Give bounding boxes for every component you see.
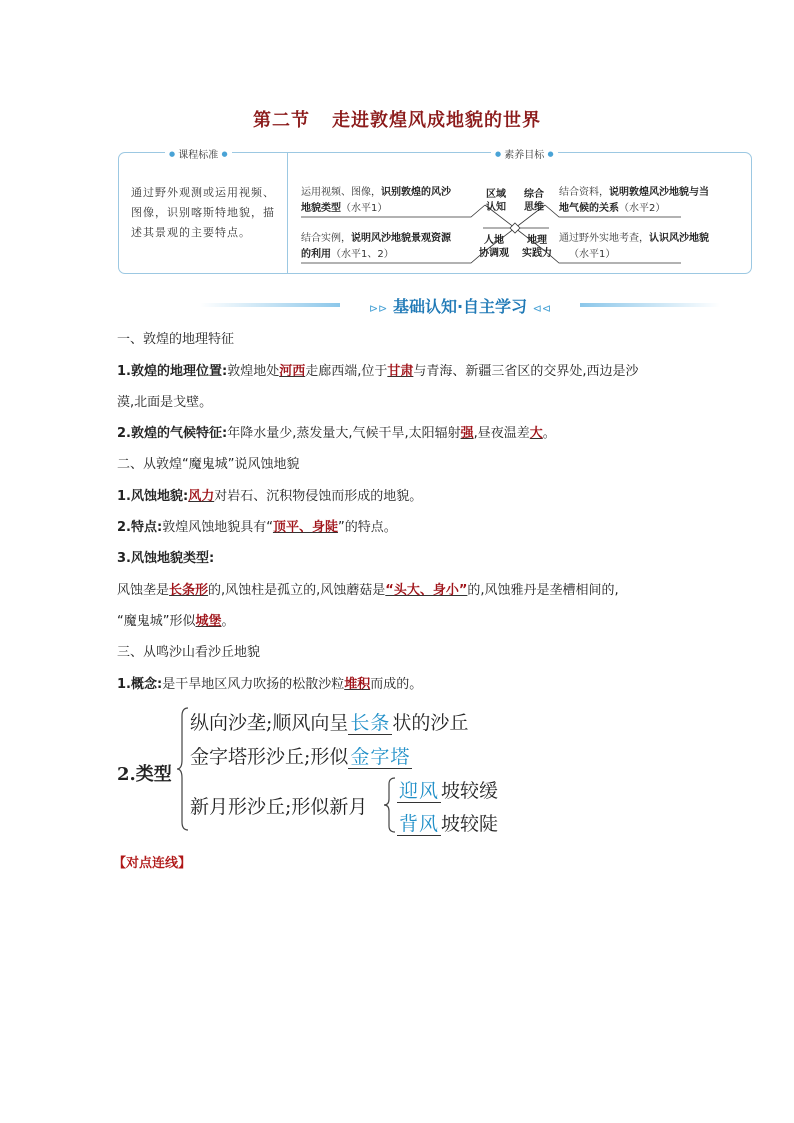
wind-erosion-types-text: 风蚀垄是长条形的,风蚀柱是孤立的,风蚀蘑菇是“头大、身小”的,风蚀雅丹是垄槽相间的, xyxy=(117,583,619,598)
answer-deposit: 堆积 xyxy=(344,677,371,692)
core-integrated-thinking: 综合 思维 xyxy=(524,189,544,213)
dune-type-crescent: 新月形沙丘;形似新月 xyxy=(190,796,368,818)
answer-hexi: 河西 xyxy=(279,364,306,379)
answer-long-strip-dune: 长条 xyxy=(350,712,391,734)
dot-icon: ● xyxy=(169,150,176,158)
heading-wind-erosion: 二、从敦煌“魔鬼城”说风蚀地貌 xyxy=(117,457,300,472)
dot-icon: ● xyxy=(221,150,228,158)
arrow-right-icon: ⊳⊳ xyxy=(368,302,388,315)
answer-gansu: 甘肃 xyxy=(387,364,414,379)
wind-erosion-definition: 1.风蚀地貌:风力对岩石、沉积物侵蚀而形成的地貌。 xyxy=(117,489,423,504)
section-name: 走进敦煌风成地貌的世界 xyxy=(332,110,541,131)
course-standard-label: ● 课程标准 ● xyxy=(165,146,232,161)
brace-icon xyxy=(176,706,190,832)
dune-types-label: 2.类型 xyxy=(117,764,172,785)
dot-icon: ● xyxy=(547,150,554,158)
answer-windward: 迎风 xyxy=(399,780,440,802)
core-practice: 地理 实践力 xyxy=(522,235,552,259)
section-number: 第二节 xyxy=(253,110,310,131)
core-regional-cognition: 区域 认知 xyxy=(486,189,506,213)
heading-sand-dune: 三、从鸣沙山看沙丘地貌 xyxy=(117,645,261,660)
literacy-goal-label: ● 素养目标 ● xyxy=(491,146,558,161)
literacy-item-2: 结合资料，说明敦煌风沙地貌与当 地气候的关系（水平2） xyxy=(559,187,709,214)
dune-type-pyramid: 金字塔形沙丘;形似 金字塔 xyxy=(190,746,411,768)
climate-paragraph: 2.敦煌的气候特征:年降水量少,蒸发量大,气候干旱,太阳辐射强,昼夜温差大。 xyxy=(117,426,556,441)
wind-erosion-types-text-cont: “魔鬼城”形似城堡。 xyxy=(117,614,235,629)
wind-erosion-types-heading: 3.风蚀地貌类型: xyxy=(117,551,215,566)
dot-icon: ● xyxy=(495,150,502,158)
literacy-item-3: 结合实例，说明风沙地貌景观资源 的利用（水平1、2） xyxy=(301,233,451,260)
dune-concept: 1.概念:是干旱地区风力吹扬的松散沙粒堆积而成的。 xyxy=(117,677,423,692)
heading-geography-features: 一、敦煌的地理特征 xyxy=(117,332,235,347)
dune-type-longitudinal: 纵向沙垄;顺风向呈 长条 状的沙丘 xyxy=(190,712,469,734)
diamond-icon xyxy=(510,223,520,233)
answer-castle: 城堡 xyxy=(195,614,222,629)
standards-box xyxy=(118,152,752,274)
wind-erosion-feature: 2.特点:敦煌风蚀地貌具有“顶平、身陡”的特点。 xyxy=(117,520,397,535)
literacy-item-4: 通过野外实地考查，认识风沙地貌 （水平1） xyxy=(559,233,709,260)
standard-text: 通过野外观测或运用视频、图像，识别喀斯特地貌，描述其景观的主要特点。 xyxy=(131,186,275,239)
literacy-item-1: 运用视频、图像，识别敦煌的风沙 地貌类型（水平1） xyxy=(301,187,451,214)
answer-long-strip: 长条形 xyxy=(169,583,209,598)
arrow-left-icon: ⊲⊲ xyxy=(532,302,552,315)
page-title xyxy=(0,106,794,132)
answer-flat-top: 顶平、身陡 xyxy=(272,520,338,535)
sub-brace-icon xyxy=(383,776,397,834)
location-paragraph-cont: 漠,北面是戈壁。 xyxy=(117,395,213,410)
leeward-slope: 背风 坡较陡 xyxy=(399,813,499,835)
answer-strong: 强 xyxy=(460,426,474,441)
point-link-tag: 【对点连线】 xyxy=(113,856,192,871)
answer-large: 大 xyxy=(529,426,543,441)
location-paragraph: 1.敦煌的地理位置:敦煌地处河西走廊西端,位于甘肃与青海、新疆三省区的交界处,西边是沙 xyxy=(117,364,639,379)
answer-big-head: “头大、身小” xyxy=(385,583,468,598)
windward-slope: 迎风 坡较缓 xyxy=(399,780,499,802)
section-banner xyxy=(200,292,720,318)
answer-leeward: 背风 xyxy=(399,813,440,835)
banner-title: ⊳⊳ 基础认知·自主学习 ⊲⊲ xyxy=(368,297,552,316)
answer-pyramid: 金字塔 xyxy=(350,746,411,768)
answer-wind-force: 风力 xyxy=(188,489,215,504)
core-human-earth: 人地 协调观 xyxy=(479,235,509,259)
